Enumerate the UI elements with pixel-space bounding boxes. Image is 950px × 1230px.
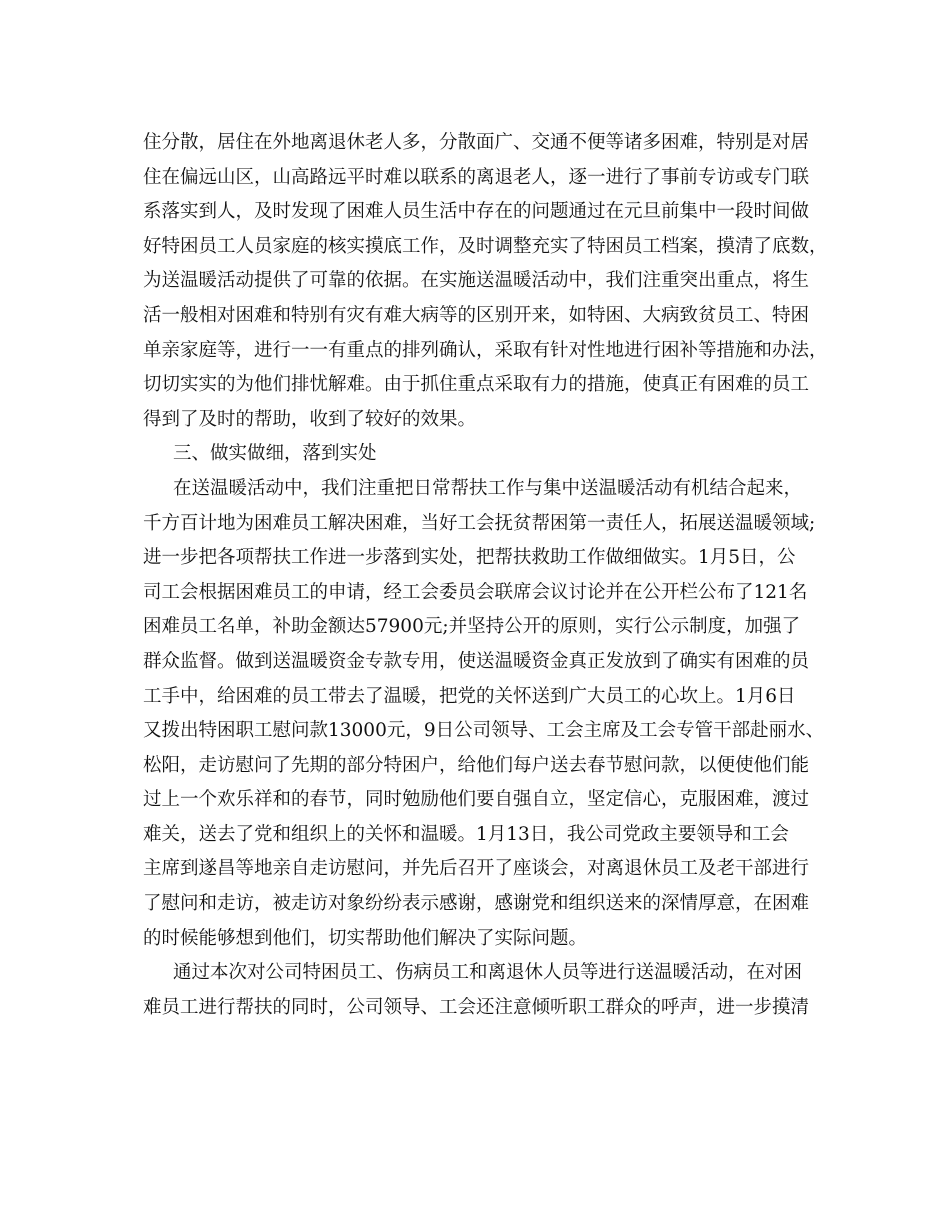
text-line: 司工会根据困难员工的申请，经工会委员会联席会议讨论并在公开栏公布了121名 bbox=[143, 581, 808, 603]
text-line: 进一步把各项帮扶工作进一步落到实处，把帮扶救助工作做细做实。1月5日，公 bbox=[143, 547, 796, 569]
paragraph-start-line: 在送温暖活动中，我们注重把日常帮扶工作与集中送温暖活动有机结合起来， bbox=[173, 477, 803, 499]
text-line: 千方百计地为困难员工解决困难，当好工会抚贫帮困第一责任人，拓展送温暖领域; bbox=[143, 512, 816, 534]
text-line: 系落实到人，及时发现了困难人员生活中存在的问题通过在元旦前集中一段时间做 bbox=[143, 201, 810, 223]
text-line: 活一般相对困难和特别有灾有难大病等的区别开来，如特困、大病致贫员工、特困 bbox=[143, 304, 810, 326]
text-line: 住分散，居住在外地离退休老人多，分散面广、交通不便等诸多困难，特别是对居 bbox=[143, 132, 810, 153]
text-line: 困难员工名单，补助金额达57900元;并坚持公开的原则，实行公示制度，加强了 bbox=[143, 616, 801, 638]
text-line: 为送温暖活动提供了可靠的依据。在实施送温暖活动中，我们注重突出重点，将生 bbox=[143, 270, 810, 292]
paragraph-start-line: 通过本次对公司特困员工、伤病员工和离退休人员等进行送温暖活动，在对困 bbox=[173, 962, 803, 984]
text-line: 工手中，给困难的员工带去了温暖，把党的关怀送到广大员工的心坎上。1月6日 bbox=[143, 685, 796, 707]
text-line: 的时候能够想到他们，切实帮助他们解决了实际问题。 bbox=[143, 927, 588, 949]
text-line: 了慰问和走访，被走访对象纷纷表示感谢，感谢党和组织送来的深情厚意，在困难 bbox=[143, 893, 810, 915]
text-line: 主席到遂昌等地亲自走访慰问，并先后召开了座谈会，对离退休员工及老干部进行 bbox=[143, 858, 810, 880]
text-line: 又拨出特困职工慰问款13000元，9日公司领导、工会主席及工会专管干部赴丽水、 bbox=[143, 720, 825, 742]
text-line: 群众监督。做到送温暖资金专款专用，使送温暖资金真正发放到了确实有困难的员 bbox=[143, 650, 810, 672]
text-line: 难员工进行帮扶的同时，公司领导、工会还注意倾听职工群众的呼声，进一步摸清 bbox=[143, 996, 810, 1018]
text-line: 得到了及时的帮助，收到了较好的效果。 bbox=[143, 408, 477, 430]
paragraph-start-line: 三、做实做细，落到实处 bbox=[173, 443, 377, 465]
text-line: 好特困员工人员家庭的核实摸底工作，及时调整充实了特困员工档案，摸清了底数， bbox=[143, 235, 828, 257]
text-line: 松阳，走访慰问了先期的部分特困户，给他们每户送去春节慰问款，以便使他们能 bbox=[143, 754, 810, 776]
text-line: 切切实实的为他们排忧解难。由于抓住重点采取有力的措施，使真正有困难的员工 bbox=[143, 374, 810, 396]
text-line: 过上一个欢乐祥和的春节，同时勉励他们要自强自立，坚定信心，克服困难，渡过 bbox=[143, 789, 810, 811]
body-text bbox=[143, 126, 828, 1025]
text-line: 住在偏远山区，山高路远平时难以联系的离退老人，逐一进行了事前专访或专门联 bbox=[143, 166, 810, 188]
text-line: 单亲家庭等，进行一一有重点的排列确认，采取有针对性地进行困补等措施和办法， bbox=[143, 339, 828, 361]
text-line: 难关，送去了党和组织上的关怀和温暖。1月13日，我公司党政主要领导和工会 bbox=[143, 823, 789, 845]
